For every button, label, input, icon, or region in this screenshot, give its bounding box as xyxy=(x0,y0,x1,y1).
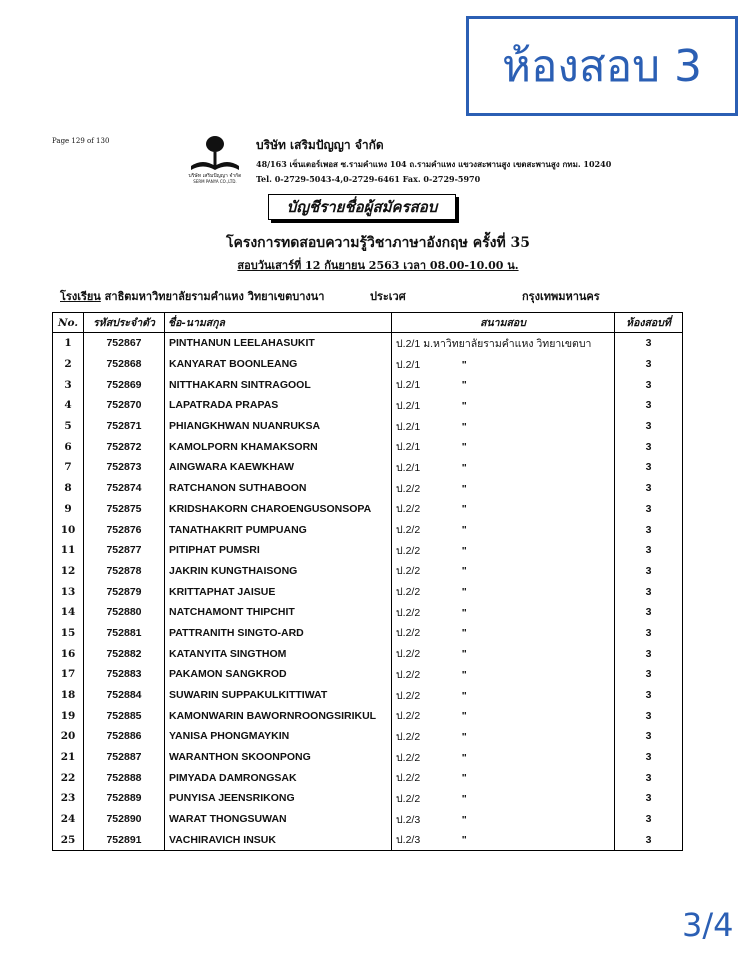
student-code: 752885 xyxy=(84,705,165,726)
row-number: 20 xyxy=(60,730,76,743)
room-number: 3 xyxy=(615,374,683,395)
ditto-mark: " xyxy=(461,772,467,785)
company-address: 48/163 เซ็นเตอร์เพอส ซ.รามคำแหง 104 ถ.รามคำแหง แขวงสะพานสูง เขตสะพานสูง กทม. 10240 xyxy=(256,159,612,169)
exam-site xyxy=(392,374,615,395)
student-name: KRITTAPHAT JAISUE xyxy=(165,581,392,602)
company-tel: Tel. 0-2729-5043-4,0-2729-6461 Fax. 0-2729-5970 xyxy=(256,174,481,184)
exam-site xyxy=(392,623,615,644)
ditto-mark: " xyxy=(461,648,467,661)
room-title: ห้องสอบ 3 xyxy=(501,41,703,92)
student-code: 752876 xyxy=(84,519,165,540)
room-number: 3 xyxy=(615,416,683,437)
table-row xyxy=(53,767,683,788)
student-code: 752873 xyxy=(84,457,165,478)
room-number: 3 xyxy=(615,354,683,375)
exam-site xyxy=(392,767,615,788)
exam-site xyxy=(392,436,615,457)
grade-class: ป.2/1 xyxy=(396,461,421,474)
student-name: RATCHANON SUTHABOON xyxy=(165,478,392,499)
table-row xyxy=(53,457,683,478)
student-name: WARANTHON SKOONPONG xyxy=(165,747,392,768)
room-number: 3 xyxy=(615,685,683,706)
student-code: 752868 xyxy=(84,354,165,375)
grade-class: ป.2/1 xyxy=(396,337,421,350)
grade-class: ป.2/2 xyxy=(396,751,421,764)
ditto-mark: " xyxy=(461,503,467,516)
project-title: โครงการทดสอบความรู้วิชาภาษาอังกฤษ ครั้งที่ 35 xyxy=(225,235,531,251)
room-number: 3 xyxy=(615,540,683,561)
logo-caption-en: SERM PANYA CO.,LTD. xyxy=(193,179,237,184)
room-number: 3 xyxy=(615,809,683,830)
student-name: VACHIRAVICH INSUK xyxy=(165,830,392,851)
grade-class: ป.2/2 xyxy=(396,544,421,557)
grade-class: ป.2/2 xyxy=(396,565,421,578)
room-title-box xyxy=(466,16,738,116)
table-row xyxy=(53,602,683,623)
student-name: PAKAMON SANGKROD xyxy=(165,664,392,685)
header-name: ชื่อ-นามสกุล xyxy=(165,313,392,333)
table-row xyxy=(53,685,683,706)
grade-class: ป.2/2 xyxy=(396,482,421,495)
student-code: 752891 xyxy=(84,830,165,851)
student-code: 752889 xyxy=(84,788,165,809)
ditto-mark: " xyxy=(461,751,467,764)
table-row xyxy=(53,664,683,685)
table-row xyxy=(53,581,683,602)
student-code: 752881 xyxy=(84,623,165,644)
exam-site xyxy=(392,705,615,726)
table-row xyxy=(53,333,683,354)
grade-class: ป.2/1 xyxy=(396,399,421,412)
school-name: สาธิตมหาวิทยาลัยรามคำแหง วิทยาเขตบางนา xyxy=(104,290,325,303)
table-row xyxy=(53,726,683,747)
table-row xyxy=(53,374,683,395)
exam-site xyxy=(392,540,615,561)
table-row xyxy=(53,395,683,416)
grade-class: ป.2/2 xyxy=(396,772,421,785)
row-number: 4 xyxy=(64,399,72,412)
row-number: 8 xyxy=(64,482,72,495)
grade-class: ป.2/3 xyxy=(396,834,421,847)
row-number: 15 xyxy=(60,626,76,639)
logo-caption: บริษัท เสริมปัญญา จำกัด xyxy=(188,173,242,179)
student-code: 752872 xyxy=(84,436,165,457)
room-number: 3 xyxy=(615,561,683,582)
grade-class: ป.2/2 xyxy=(396,668,421,681)
student-code: 752871 xyxy=(84,416,165,437)
room-number: 3 xyxy=(615,499,683,520)
grade-class: ป.2/2 xyxy=(396,627,421,640)
ditto-mark: " xyxy=(461,399,467,412)
row-number: 25 xyxy=(60,833,76,846)
row-number: 19 xyxy=(60,709,76,722)
table-row xyxy=(53,788,683,809)
ditto-mark: " xyxy=(461,710,467,723)
row-number: 23 xyxy=(60,792,76,805)
exam-site-name: ม.หาวิทยาลัยรามคำแหง วิทยาเขตบา xyxy=(423,337,592,350)
room-number: 3 xyxy=(615,581,683,602)
row-number: 21 xyxy=(60,751,76,764)
company-name: บริษัท เสริมปัญญา จำกัด xyxy=(256,138,384,152)
ditto-mark: " xyxy=(461,834,467,847)
student-code: 752877 xyxy=(84,540,165,561)
ditto-mark: " xyxy=(461,358,467,371)
exam-site xyxy=(392,809,615,830)
student-name: PATTRANITH SINGTO-ARD xyxy=(165,623,392,644)
student-code: 752875 xyxy=(84,499,165,520)
ditto-mark: " xyxy=(461,668,467,681)
room-number: 3 xyxy=(615,664,683,685)
page-number: Page 129 of 130 xyxy=(52,137,110,145)
row-number: 24 xyxy=(60,813,76,826)
student-code: 752870 xyxy=(84,395,165,416)
room-number: 3 xyxy=(615,726,683,747)
row-number: 12 xyxy=(60,564,76,577)
room-number: 3 xyxy=(615,457,683,478)
exam-site xyxy=(392,643,615,664)
table-row xyxy=(53,519,683,540)
grade-class: ป.2/2 xyxy=(396,606,421,619)
table-row xyxy=(53,499,683,520)
student-name: NATCHAMONT THIPCHIT xyxy=(165,602,392,623)
row-number: 17 xyxy=(60,668,76,681)
student-name: PUNYISA JEENSRIKONG xyxy=(165,788,392,809)
student-name: PHIANGKHWAN NUANRUKSA xyxy=(165,416,392,437)
ditto-mark: " xyxy=(461,689,467,702)
table-row xyxy=(53,436,683,457)
row-number: 14 xyxy=(60,606,76,619)
table-row xyxy=(53,416,683,437)
row-number: 18 xyxy=(60,689,76,702)
ditto-mark: " xyxy=(461,792,467,805)
company-header xyxy=(256,136,611,184)
row-number: 11 xyxy=(60,544,76,557)
room-number: 3 xyxy=(615,602,683,623)
exam-site xyxy=(392,747,615,768)
ditto-mark: " xyxy=(461,544,467,557)
grade-class: ป.2/1 xyxy=(396,420,421,433)
ditto-mark: " xyxy=(461,482,467,495)
student-name: KAMOLPORN KHAMAKSORN xyxy=(165,436,392,457)
ditto-mark: " xyxy=(461,565,467,578)
ditto-mark: " xyxy=(461,420,467,433)
student-code: 752869 xyxy=(84,374,165,395)
ditto-mark: " xyxy=(461,627,467,640)
table-row xyxy=(53,643,683,664)
grade-class: ป.2/2 xyxy=(396,524,421,537)
room-number: 3 xyxy=(615,643,683,664)
ditto-mark: " xyxy=(461,524,467,537)
grade-class: ป.2/2 xyxy=(396,792,421,805)
school-label: โรงเรียน xyxy=(60,290,101,303)
row-number: 3 xyxy=(64,378,72,391)
exam-site xyxy=(392,664,615,685)
student-name: KATANYITA SINGTHOM xyxy=(165,643,392,664)
grade-class: ป.2/2 xyxy=(396,648,421,661)
exam-site xyxy=(392,354,615,375)
row-number: 16 xyxy=(60,647,76,660)
exam-date: สอบวันเสาร์ที่ 12 กันยายน 2563 เวลา 08.00-10.00 น. xyxy=(237,259,519,272)
exam-site xyxy=(392,416,615,437)
exam-site xyxy=(392,581,615,602)
row-number: 7 xyxy=(64,461,72,474)
ditto-mark: " xyxy=(461,461,467,474)
student-code: 752867 xyxy=(84,333,165,354)
table-row xyxy=(53,478,683,499)
ditto-mark: " xyxy=(461,730,467,743)
table-row xyxy=(53,809,683,830)
table-row xyxy=(53,623,683,644)
row-number: 9 xyxy=(64,502,72,515)
grade-class: ป.2/2 xyxy=(396,586,421,599)
row-number: 2 xyxy=(64,358,72,371)
table-header-row xyxy=(53,313,683,333)
header-code: รหัสประจำตัว xyxy=(84,313,165,333)
company-logo xyxy=(185,132,245,184)
exam-site xyxy=(392,499,615,520)
province: กรุงเทพมหานคร xyxy=(522,290,600,303)
student-name: PITIPHAT PUMSRI xyxy=(165,540,392,561)
exam-site xyxy=(392,395,615,416)
header-room: ห้องสอบที่ xyxy=(615,313,683,333)
row-number: 5 xyxy=(64,420,72,433)
table-row xyxy=(53,540,683,561)
exam-site xyxy=(392,685,615,706)
room-number: 3 xyxy=(615,519,683,540)
room-number: 3 xyxy=(615,705,683,726)
student-name: TANATHAKRIT PUMPUANG xyxy=(165,519,392,540)
document-title: บัญชีรายชื่อผู้สมัครสอบ xyxy=(268,194,456,220)
applicant-table xyxy=(52,312,683,851)
header-site: สนามสอบ xyxy=(392,313,615,333)
ditto-mark: " xyxy=(461,586,467,599)
table-row xyxy=(53,747,683,768)
student-name: JAKRIN KUNGTHAISONG xyxy=(165,561,392,582)
grade-class: ป.2/1 xyxy=(396,379,421,392)
student-name: KAMONWARIN BAWORNROONGSIRIKUL xyxy=(165,705,392,726)
header-no: No. xyxy=(53,313,84,333)
student-name: SUWARIN SUPPAKULKITTIWAT xyxy=(165,685,392,706)
row-number: 10 xyxy=(60,523,76,536)
student-name: PIMYADA DAMRONGSAK xyxy=(165,767,392,788)
exam-site xyxy=(392,830,615,851)
ditto-mark: " xyxy=(461,379,467,392)
student-code: 752886 xyxy=(84,726,165,747)
exam-site xyxy=(392,788,615,809)
exam-site xyxy=(392,457,615,478)
student-code: 752890 xyxy=(84,809,165,830)
grade-class: ป.2/1 xyxy=(396,358,421,371)
exam-site xyxy=(392,478,615,499)
student-code: 752887 xyxy=(84,747,165,768)
row-number: 1 xyxy=(64,337,72,350)
table-row xyxy=(53,830,683,851)
row-number: 13 xyxy=(60,585,76,598)
exam-site xyxy=(392,519,615,540)
grade-class: ป.2/2 xyxy=(396,730,421,743)
district: ประเวศ xyxy=(370,290,406,303)
room-number: 3 xyxy=(615,767,683,788)
ditto-mark: " xyxy=(461,606,467,619)
room-number: 3 xyxy=(615,747,683,768)
student-code: 752878 xyxy=(84,561,165,582)
grade-class: ป.2/2 xyxy=(396,689,421,702)
student-code: 752888 xyxy=(84,767,165,788)
student-name: NITTHAKARN SINTRAGOOL xyxy=(165,374,392,395)
student-name: YANISA PHONGMAYKIN xyxy=(165,726,392,747)
room-number: 3 xyxy=(615,436,683,457)
room-number: 3 xyxy=(615,478,683,499)
room-number: 3 xyxy=(615,395,683,416)
student-name: WARAT THONGSUWAN xyxy=(165,809,392,830)
room-number: 3 xyxy=(615,830,683,851)
student-name: LAPATRADA PRAPAS xyxy=(165,395,392,416)
room-number: 3 xyxy=(615,333,683,354)
student-name: PINTHANUN LEELAHASUKIT xyxy=(165,333,392,354)
school-line xyxy=(60,287,324,305)
student-code: 752883 xyxy=(84,664,165,685)
student-name: KRIDSHAKORN CHAROENGUSONSOPA xyxy=(165,499,392,520)
table-row xyxy=(53,561,683,582)
ditto-mark: " xyxy=(461,813,467,826)
room-number: 3 xyxy=(615,788,683,809)
exam-site xyxy=(392,561,615,582)
student-code: 752884 xyxy=(84,685,165,706)
grade-class: ป.2/3 xyxy=(396,813,421,826)
student-name: AINGWARA KAEWKHAW xyxy=(165,457,392,478)
room-number: 3 xyxy=(615,623,683,644)
exam-site xyxy=(392,726,615,747)
ditto-mark: " xyxy=(461,441,467,454)
row-number: 22 xyxy=(60,771,76,784)
row-number: 6 xyxy=(64,440,72,453)
student-name: KANYARAT BOONLEANG xyxy=(165,354,392,375)
student-code: 752880 xyxy=(84,602,165,623)
student-code: 752882 xyxy=(84,643,165,664)
student-code: 752879 xyxy=(84,581,165,602)
grade-class: ป.2/2 xyxy=(396,710,421,723)
student-code: 752874 xyxy=(84,478,165,499)
exam-site xyxy=(392,333,615,354)
exam-site xyxy=(392,602,615,623)
grade-class: ป.2/1 xyxy=(396,441,421,454)
page-index: 3/4 xyxy=(682,906,734,944)
table-row xyxy=(53,705,683,726)
grade-class: ป.2/2 xyxy=(396,503,421,516)
table-row xyxy=(53,354,683,375)
